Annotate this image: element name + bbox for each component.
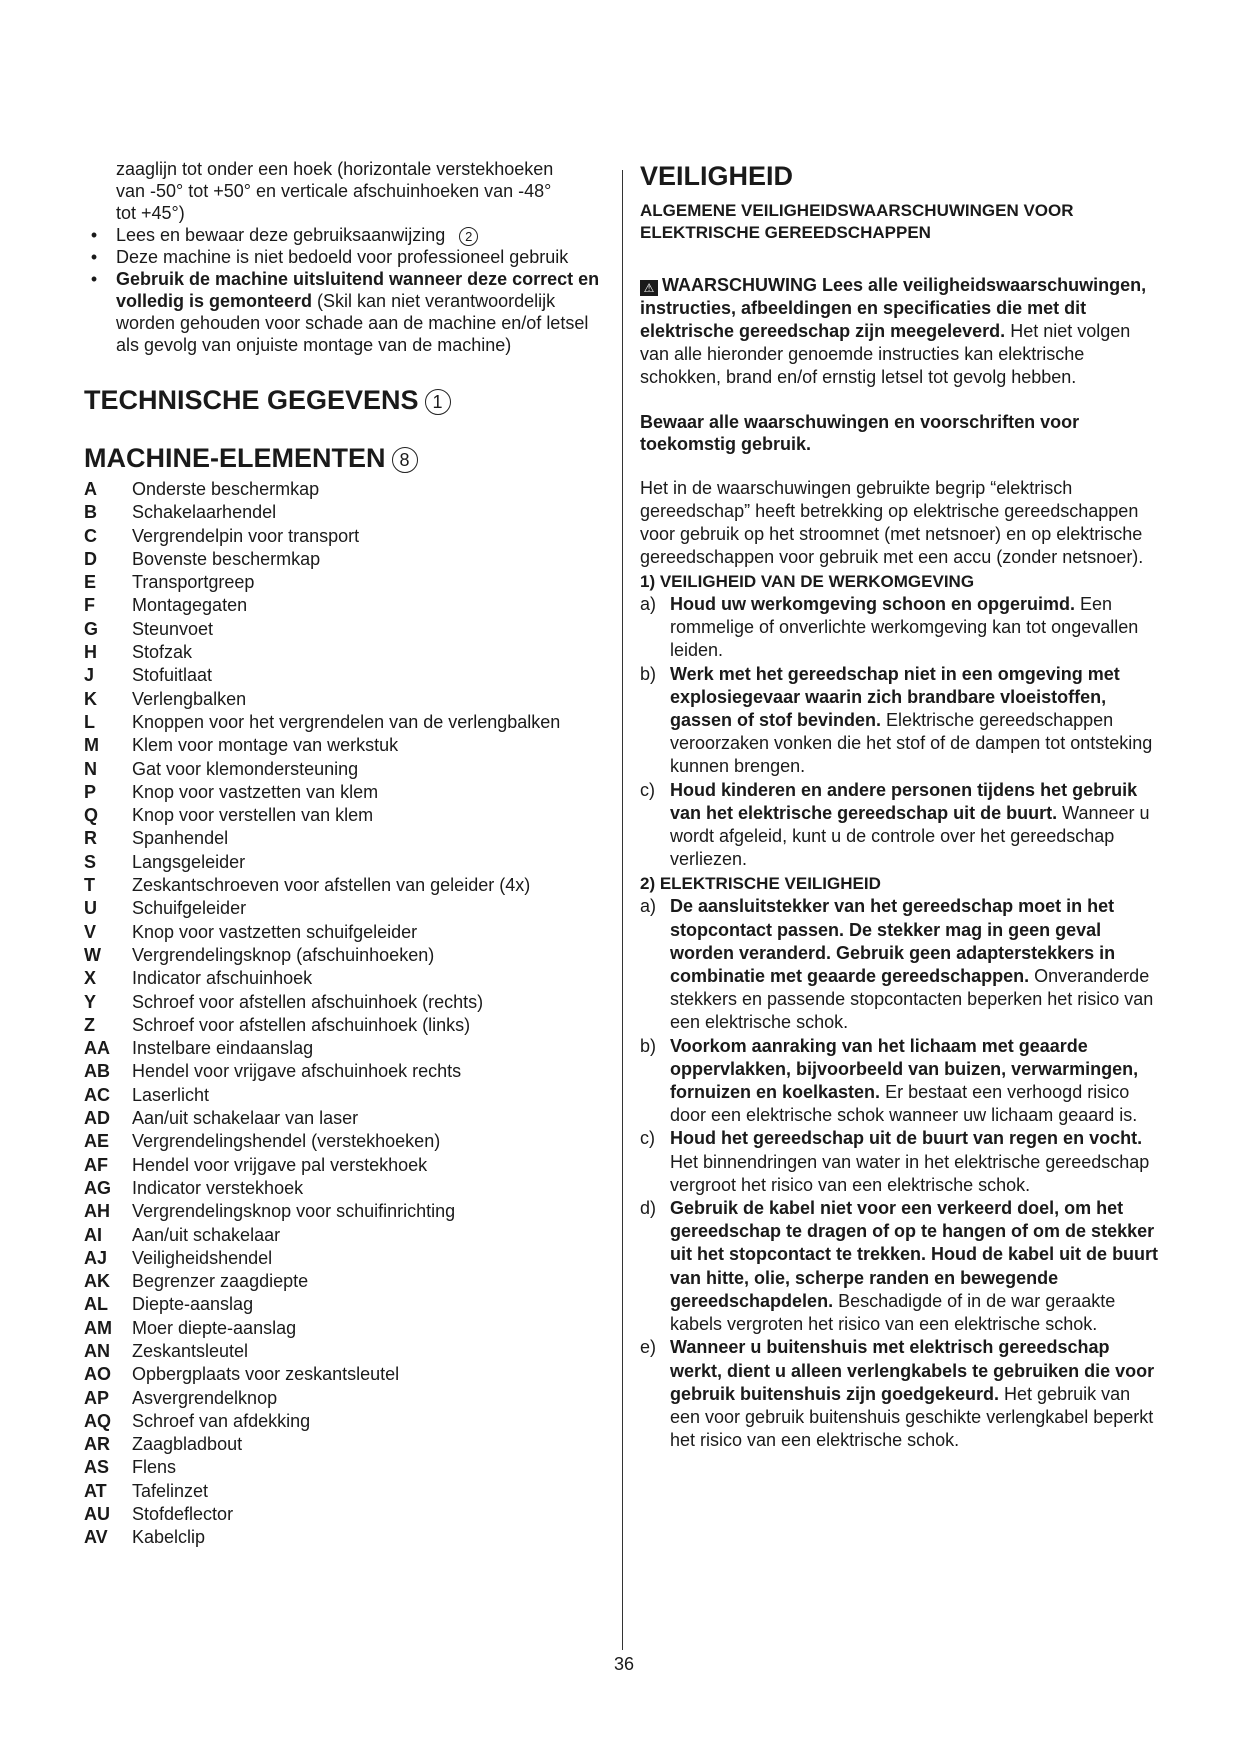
item-marker: d) <box>640 1198 657 1219</box>
bullet-item <box>84 246 604 268</box>
definition-paragraph: Het in de waarschuwingen gebruikte begrip “elektrisch gereedschap” heeft betrekking op elektrische gereedschappen voor gebruik op het stroomnet (met netsnoer) en op elektrische gereedschappen voor gebruik met een accu (zonder netsnoer). <box>640 478 1144 567</box>
part-item <box>84 781 604 804</box>
part-letter: M <box>84 735 99 756</box>
part-item <box>84 851 604 874</box>
part-letter: Q <box>84 805 99 826</box>
bullet-text: Deze machine is niet bedoeld voor professioneel gebruik <box>116 247 569 267</box>
bullet-item <box>84 268 604 356</box>
part-letter: Y <box>84 991 97 1012</box>
item-text: Het binnendringen van water in het elektrische gereedschap vergroot het risico van een elektrische schok. <box>670 1151 1150 1195</box>
part-item <box>84 804 604 827</box>
part-letter: B <box>84 502 97 523</box>
item-text: Onveranderde stekkers en passende stopcontacten beperken het risico van een elektrische schok. <box>670 966 1154 1033</box>
part-item <box>84 571 604 594</box>
part-item <box>84 734 604 757</box>
warning-text: Het niet volgen van alle hieronder genoemde instructies kan elektrische schokken, brand en/of ernstig letsel tot gevolg hebben. <box>640 321 1131 387</box>
part-letter: AM <box>84 1317 112 1338</box>
part-item <box>84 1387 604 1410</box>
part-label: Montagegaten <box>132 595 248 616</box>
part-item <box>84 1270 604 1293</box>
part-letter: AE <box>84 1131 110 1152</box>
safety-sections <box>640 570 1160 1452</box>
part-letter: AL <box>84 1294 108 1315</box>
part-label: Schuifgeleider <box>132 898 247 919</box>
safety-item <box>640 1197 1160 1336</box>
safety-item <box>640 779 1160 872</box>
safety-item <box>640 663 1160 779</box>
part-item <box>84 1503 604 1526</box>
part-label: Instelbare eindaanslag <box>132 1038 314 1059</box>
part-item <box>84 897 604 920</box>
part-letter: U <box>84 898 97 919</box>
safety-item <box>640 593 1160 663</box>
part-letter: AD <box>84 1108 110 1129</box>
right-column <box>640 158 1160 1452</box>
part-label: Transportgreep <box>132 572 255 593</box>
part-label: Zeskantsleutel <box>132 1340 249 1361</box>
item-bold-text: Voorkom aanraking van het lichaam met geaarde oppervlakken, bijvoorbeeld van buizen, verwarmingen, fornuizen en koelkasten. <box>670 1035 1139 1103</box>
section-heading: 2) ELEKTRISCHE VEILIGHEID <box>640 874 881 894</box>
part-item <box>84 1154 604 1177</box>
part-item <box>84 1014 604 1037</box>
part-label: Vergrendelingshendel (verstekhoeken) <box>132 1131 441 1152</box>
part-letter: A <box>84 479 97 499</box>
part-label: Stofdeflector <box>132 1504 234 1525</box>
part-label: Stofzak <box>132 642 193 663</box>
part-label: Vergrendelingsknop voor schuifinrichting <box>132 1201 456 1222</box>
part-letter: S <box>84 851 97 872</box>
warning-icon: ⚠ <box>640 280 658 296</box>
part-item <box>84 1177 604 1200</box>
part-letter: AC <box>84 1084 110 1105</box>
item-bold-text: Gebruik de kabel niet voor een verkeerd doel, om het gereedschap te dragen of op te hangen of om de stekker uit het stopcontact te trekken. Houd de kabel uit de buurt van hitte, olie, scherpe randen en bewegende gereedschapdelen. <box>670 1198 1159 1311</box>
bullet-list <box>84 224 604 356</box>
part-letter: F <box>84 595 95 616</box>
item-marker: c) <box>640 779 655 800</box>
part-label: Schakelaarhendel <box>132 502 277 523</box>
part-item <box>84 641 604 664</box>
part-letter: AO <box>84 1364 111 1385</box>
part-label: Zaagbladbout <box>132 1434 243 1455</box>
part-letter: AP <box>84 1387 110 1408</box>
part-label: Tafelinzet <box>132 1480 209 1501</box>
item-text: Een rommelige of onverlichte werkomgeving kan tot ongevallen leiden. <box>670 594 1139 661</box>
bullet-dot-icon: • <box>90 269 98 289</box>
part-label: Opbergplaats voor zeskantsleutel <box>132 1364 400 1385</box>
part-label: Spanhendel <box>132 828 229 849</box>
part-letter: AB <box>84 1061 110 1082</box>
bullet-item <box>84 224 604 246</box>
item-bold-text: De aansluitstekker van het gereedschap moet in het stopcontact passen. De stekker mag in geen geval worden veranderd. Gebruik geen adapterstekkers in combinatie met geaarde gereedschappen. <box>670 896 1116 987</box>
part-label: Zeskantschroeven voor afstellen van geleider (4x) <box>132 875 531 896</box>
part-item <box>84 594 604 617</box>
machine-elements-heading <box>84 442 604 474</box>
part-item <box>84 664 604 687</box>
part-label: Aan/uit schakelaar van laser <box>132 1108 359 1129</box>
part-label: Schroef voor afstellen afschuinhoek (rechts) <box>132 991 484 1012</box>
safety-item <box>640 1336 1160 1452</box>
item-text: Het gebruik van een voor gebruik buitenshuis geschikte verlengkabel beperkt het risico van een elektrische schok. <box>670 1383 1154 1451</box>
warning-paragraph <box>640 274 1160 389</box>
part-letter: AH <box>84 1201 110 1222</box>
item-marker: e) <box>640 1337 657 1358</box>
part-letter: AT <box>84 1480 107 1501</box>
part-letter: AG <box>84 1177 111 1198</box>
bullet-text: Lees en bewaar deze gebruiksaanwijzing <box>116 225 446 245</box>
item-marker: a) <box>640 896 657 917</box>
part-letter: AU <box>84 1504 110 1525</box>
part-label: Diepte-aanslag <box>132 1294 254 1315</box>
bullet-text: (Skil kan niet verantwoordelijk worden gehouden voor schade aan de machine en/of letsel als gevolg van onjuiste montage van de machine) <box>116 291 589 355</box>
part-letter: K <box>84 688 97 709</box>
part-letter: AR <box>84 1434 110 1455</box>
item-marker: b) <box>640 663 657 684</box>
bullet-dot-icon: • <box>90 225 98 245</box>
section-heading: 1) VEILIGHEID VAN DE WERKOMGEVING <box>640 572 975 591</box>
item-text: Er bestaat een verhoogd risico door een elektrische schok wanneer uw lichaam geaard is. <box>670 1082 1138 1126</box>
item-bold-text: Werk met het gereedschap niet in een omgeving met explosiegevaar waarin zich brandbare vloeistoffen, gassen of stof bevinden. <box>670 663 1120 731</box>
item-text: Elektrische gereedschappen veroorzaken vonken die het stof of de dampen tot ontsteking kunnen brengen. <box>670 710 1153 777</box>
part-label: Knop voor vastzetten schuifgeleider <box>132 921 418 942</box>
part-item <box>84 1224 604 1247</box>
part-letter: W <box>84 944 101 965</box>
part-label: Gat voor klemondersteuning <box>132 758 359 779</box>
part-letter: Z <box>84 1014 95 1035</box>
part-item <box>84 1037 604 1060</box>
part-item <box>84 991 604 1014</box>
part-label: Flens <box>132 1457 177 1478</box>
safety-item <box>640 895 1160 1034</box>
part-label: Aan/uit schakelaar <box>132 1224 281 1245</box>
bullet-bold-text: Gebruik de machine uitsluitend wanneer deze correct en volledig is gemonteerd <box>116 269 600 311</box>
machine-elements-title: MACHINE-ELEMENTEN <box>84 443 386 473</box>
part-label: Moer diepte-aanslag <box>132 1317 297 1338</box>
bullet-dot-icon: • <box>90 247 98 267</box>
part-item <box>84 1480 604 1503</box>
item-bold-text: Houd kinderen en andere personen tijdens het gebruik van het elektrische gereedschap uit de buurt. <box>670 779 1138 823</box>
part-item <box>84 1410 604 1433</box>
part-letter: C <box>84 525 97 546</box>
intro-line: tot +45°) <box>116 203 185 223</box>
part-item <box>84 478 604 501</box>
safety-title: VEILIGHEID <box>640 161 794 191</box>
part-item <box>84 1200 604 1223</box>
part-item <box>84 1456 604 1479</box>
safety-item <box>640 1127 1160 1197</box>
part-label: Asvergrendelknop <box>132 1387 278 1408</box>
safety-item <box>640 1035 1160 1128</box>
item-text: Wanneer u wordt afgeleid, kunt u de controle over het gereedschap verliezen. <box>670 802 1150 870</box>
part-label: Langsgeleider <box>132 851 246 872</box>
part-item <box>84 1084 604 1107</box>
part-label: Veiligheidshendel <box>132 1247 273 1268</box>
part-letter: AS <box>84 1457 110 1478</box>
item-marker: c) <box>640 1128 655 1149</box>
part-label: Begrenzer zaagdiepte <box>132 1271 309 1292</box>
column-divider <box>622 170 623 1650</box>
page-number: 36 <box>613 1654 635 1674</box>
part-item <box>84 711 604 734</box>
item-bold-text: Houd uw werkomgeving schoon en opgeruimd. <box>670 594 1076 614</box>
keep-instructions-note: Bewaar alle waarschuwingen en voorschriften voor toekomstig gebruik. <box>640 412 1080 454</box>
part-label: Laserlicht <box>132 1084 210 1105</box>
part-label: Kabelclip <box>132 1527 206 1548</box>
part-letter: X <box>84 968 97 989</box>
part-item <box>84 874 604 897</box>
intro-line: zaaglijn tot onder een hoek (horizontale verstekhoeken <box>116 159 554 179</box>
part-label: Indicator afschuinhoek <box>132 968 313 989</box>
part-item <box>84 921 604 944</box>
part-letter: AA <box>84 1038 110 1059</box>
item-marker: b) <box>640 1035 657 1056</box>
part-label: Knop voor vastzetten van klem <box>132 781 379 802</box>
part-label: Klem voor montage van werkstuk <box>132 735 399 756</box>
part-letter: AF <box>84 1154 108 1175</box>
part-item <box>84 944 604 967</box>
part-letter: N <box>84 758 97 779</box>
safety-subtitle: ALGEMENE VEILIGHEIDSWAARSCHUWINGEN VOOR ELEKTRISCHE GEREEDSCHAPPEN <box>640 201 1074 242</box>
figure-ref-icon: 1 <box>425 389 451 415</box>
part-letter: D <box>84 548 97 569</box>
item-text: Beschadigde of in de war geraakte kabels vergroten het risico van een elektrische schok. <box>670 1290 1116 1335</box>
part-label: Vergrendelingsknop (afschuinhoeken) <box>132 944 435 965</box>
part-letter: E <box>84 572 97 593</box>
part-label: Bovenste beschermkap <box>132 548 321 569</box>
part-item <box>84 1107 604 1130</box>
part-label: Indicator verstekhoek <box>132 1177 304 1198</box>
part-letter: AV <box>84 1527 108 1548</box>
part-label: Steunvoet <box>132 618 214 639</box>
part-item <box>84 1247 604 1270</box>
intro-line: van -50° tot +50° en verticale afschuinhoeken van -48° <box>116 181 552 201</box>
item-marker: a) <box>640 594 657 614</box>
part-letter: L <box>84 711 95 732</box>
figure-ref-icon: 2 <box>459 227 478 246</box>
part-letter: J <box>84 665 95 686</box>
part-letter: H <box>84 642 97 663</box>
part-label: Schroef van afdekking <box>132 1410 311 1431</box>
part-label: Verlengbalken <box>132 688 247 709</box>
warning-bold-text: WAARSCHUWING Lees alle veiligheidswaarschuwingen, instructies, afbeeldingen en specificaties die met dit elektrische gereedschap zijn meegeleverd. <box>640 275 1147 341</box>
part-label: Stofuitlaat <box>132 665 213 686</box>
part-item <box>84 1130 604 1153</box>
figure-ref-icon: 8 <box>392 447 418 473</box>
part-item <box>84 1317 604 1340</box>
part-item <box>84 1433 604 1456</box>
part-label: Hendel voor vrijgave afschuinhoek rechts <box>132 1061 462 1082</box>
part-item <box>84 1526 604 1549</box>
part-item <box>84 827 604 850</box>
part-letter: AK <box>84 1271 110 1292</box>
part-item <box>84 967 604 990</box>
tech-specs-heading <box>84 384 604 416</box>
intro-text <box>84 158 604 224</box>
part-item <box>84 1293 604 1316</box>
part-item <box>84 1060 604 1083</box>
part-label: Hendel voor vrijgave pal verstekhoek <box>132 1154 428 1175</box>
part-item <box>84 525 604 548</box>
part-label: Knop voor verstellen van klem <box>132 805 374 826</box>
item-bold-text: Wanneer u buitenshuis met elektrisch gereedschap werkt, dient u alleen verlengkabels te gebruiken die voor gebruik buitenshuis zijn goedgekeurd. <box>670 1337 1155 1404</box>
part-item <box>84 758 604 781</box>
part-letter: AJ <box>84 1247 108 1268</box>
left-column <box>84 158 604 1550</box>
part-item <box>84 618 604 641</box>
part-letter: P <box>84 781 97 802</box>
part-item <box>84 1340 604 1363</box>
part-item <box>84 1363 604 1386</box>
part-label: Onderste beschermkap <box>132 479 320 499</box>
tech-specs-title: TECHNISCHE GEGEVENS <box>84 385 419 415</box>
parts-list <box>84 478 604 1550</box>
part-letter: T <box>84 875 95 896</box>
part-label: Vergrendelpin voor transport <box>132 525 360 546</box>
part-letter: AI <box>84 1224 102 1245</box>
part-label: Knoppen voor het vergrendelen van de verlengbalken <box>132 711 561 732</box>
part-letter: R <box>84 828 97 849</box>
part-item <box>84 501 604 524</box>
part-letter: G <box>84 618 99 639</box>
part-item <box>84 548 604 571</box>
part-letter: AN <box>84 1340 110 1361</box>
part-label: Schroef voor afstellen afschuinhoek (links) <box>132 1014 471 1035</box>
part-letter: V <box>84 921 97 942</box>
item-bold-text: Houd het gereedschap uit de buurt van regen en vocht. <box>670 1128 1143 1149</box>
part-item <box>84 688 604 711</box>
part-letter: AQ <box>84 1410 111 1431</box>
